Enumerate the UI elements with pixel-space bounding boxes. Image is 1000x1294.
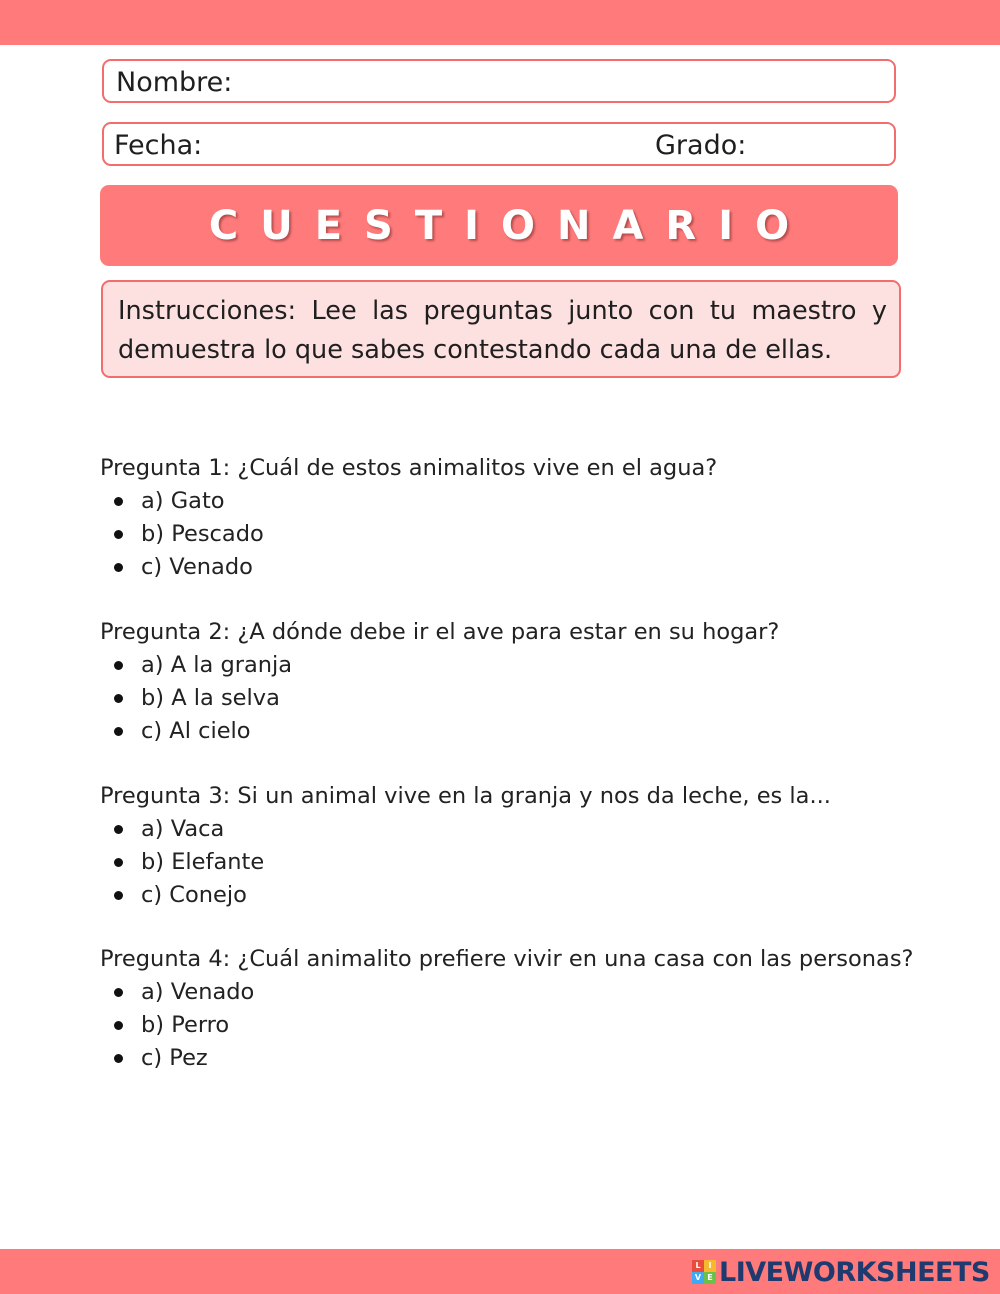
bullet-icon <box>114 1021 123 1030</box>
options-list <box>100 649 920 748</box>
question-text: Pregunta 2: ¿A dónde debe ir el ave para estar en su hogar? <box>100 619 780 645</box>
brand-logo[interactable] <box>692 1254 990 1290</box>
option-label: b) A la selva <box>141 685 280 711</box>
instructions-text: Instrucciones: Lee las preguntas junto con tu maestro y demuestra lo que sabes contestando cada una de ellas. <box>118 296 887 365</box>
option-label: a) Gato <box>141 488 225 514</box>
logo-letter: I <box>704 1260 716 1272</box>
bullet-icon <box>114 988 123 997</box>
option-item[interactable] <box>100 879 920 912</box>
option-label: a) Venado <box>141 979 255 1005</box>
option-item[interactable] <box>100 649 920 682</box>
option-label: a) Vaca <box>141 816 225 842</box>
page-title: CUESTIONARIO <box>208 202 812 249</box>
option-label: c) Al cielo <box>141 718 251 744</box>
question-1 <box>100 452 920 584</box>
logo-letter: L <box>692 1260 704 1272</box>
bullet-icon <box>114 858 123 867</box>
bullet-icon <box>114 727 123 736</box>
date-grade-field[interactable] <box>102 122 896 166</box>
bullet-icon <box>114 563 123 572</box>
option-label: a) A la granja <box>141 652 293 678</box>
option-item[interactable] <box>100 1009 920 1042</box>
option-item[interactable] <box>100 813 920 846</box>
bullet-icon <box>114 530 123 539</box>
option-item[interactable] <box>100 1042 920 1075</box>
bullet-icon <box>114 497 123 506</box>
option-label: c) Venado <box>141 554 253 580</box>
option-label: c) Pez <box>141 1045 208 1071</box>
bullet-icon <box>114 891 123 900</box>
logo-letter: E <box>704 1272 716 1284</box>
option-label: b) Perro <box>141 1012 230 1038</box>
logo-letter: V <box>692 1272 704 1284</box>
grade-label: Grado: <box>655 130 747 161</box>
option-item[interactable] <box>100 976 920 1009</box>
options-list <box>100 813 920 912</box>
top-band <box>0 0 1000 45</box>
option-label: b) Elefante <box>141 849 265 875</box>
option-item[interactable] <box>100 518 920 551</box>
question-2 <box>100 616 920 748</box>
instructions-box <box>101 280 901 378</box>
question-text: Pregunta 1: ¿Cuál de estos animalitos vive en el agua? <box>100 455 718 481</box>
liveworksheets-logo-icon <box>692 1260 716 1284</box>
options-list <box>100 976 920 1075</box>
question-4 <box>100 943 920 1075</box>
question-3 <box>100 780 920 912</box>
option-item[interactable] <box>100 846 920 879</box>
question-text: Pregunta 4: ¿Cuál animalito prefiere vivir en una casa con las personas? <box>100 946 914 972</box>
bullet-icon <box>114 1054 123 1063</box>
option-label: b) Pescado <box>141 521 264 547</box>
option-item[interactable] <box>100 551 920 584</box>
date-label: Fecha: <box>114 130 203 161</box>
option-item[interactable] <box>100 715 920 748</box>
bullet-icon <box>114 661 123 670</box>
name-field[interactable] <box>102 59 896 103</box>
option-item[interactable] <box>100 485 920 518</box>
name-label: Nombre: <box>116 67 233 98</box>
option-label: c) Conejo <box>141 882 247 908</box>
bullet-icon <box>114 694 123 703</box>
bullet-icon <box>114 825 123 834</box>
option-item[interactable] <box>100 682 920 715</box>
question-text: Pregunta 3: Si un animal vive en la granja y nos da leche, es la... <box>100 783 831 809</box>
title-banner <box>100 185 898 266</box>
brand-name: LIVEWORKSHEETS <box>719 1256 990 1288</box>
options-list <box>100 485 920 584</box>
